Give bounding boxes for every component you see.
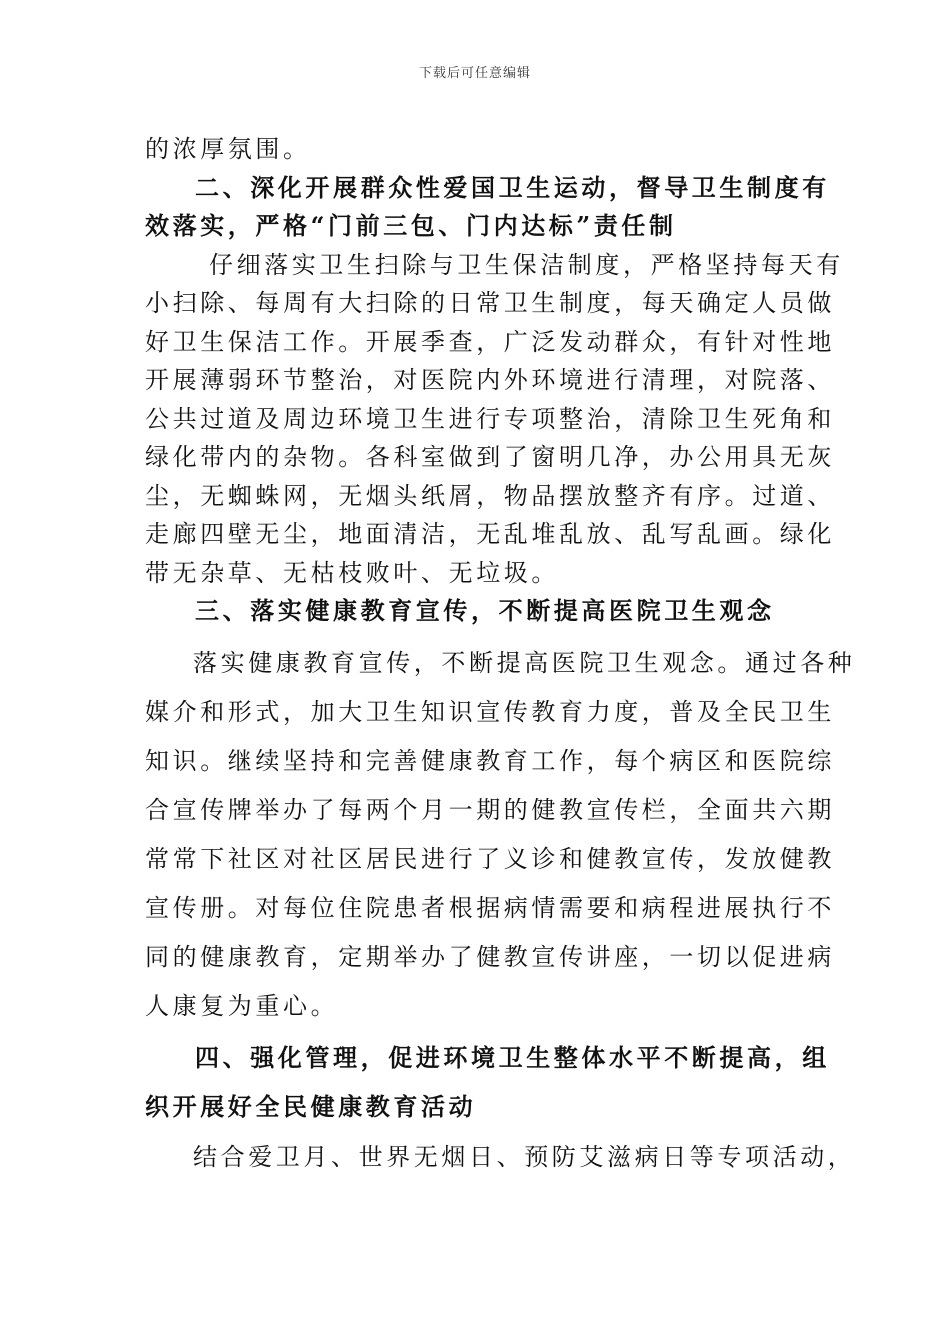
text-line: 带无杂草、无枯枝败叶、无垃圾。 xyxy=(145,558,559,587)
section-heading-2 xyxy=(145,169,830,246)
section-paragraph-3 xyxy=(145,639,856,1031)
text-line: 常常下社区对社区居民进行了义诊和健教宣传，发放健教 xyxy=(145,844,835,873)
heading-line: 二、深化开展群众性爱国卫生运动，督导卫生制度有 xyxy=(195,172,830,202)
text-line: 同的健康教育，定期举办了健教宣传讲座，一切以促进病 xyxy=(145,942,835,971)
heading-line: 四、强化管理，促进环境卫生整体水平不断提高，组 xyxy=(195,1042,830,1072)
text-line: 落实健康教育宣传，不断提高医院卫生观念。通过各种 xyxy=(193,648,856,677)
text-line: 结合爱卫月、世界无烟日、预防艾滋病日等专项活动， xyxy=(193,1142,856,1171)
text-line: 宣传册。对每位住院患者根据病情需要和病程进展执行不 xyxy=(145,893,835,922)
text-line: 好卫生保洁工作。开展季查，广泛发动群众，有针对性地 xyxy=(145,327,835,356)
section-paragraph-4 xyxy=(145,1133,856,1182)
text-line: 尘，无蜘蛛网，无烟头纸屑，物品摆放整齐有序。过道、 xyxy=(145,481,835,510)
section-heading-4 xyxy=(145,1033,830,1131)
text-line: 的浓厚氛围。 xyxy=(145,135,311,163)
text-line: 小扫除、每周有大扫除的日常卫生制度，每天确定人员做 xyxy=(145,289,835,317)
text-line: 人康复为重心。 xyxy=(145,991,339,1020)
text-line: 仔细落实卫生扫除与卫生保洁制度，严格坚持每天有 xyxy=(209,250,844,279)
heading-line: 效落实，严格“门前三包、门内达标”责任制 xyxy=(145,211,677,240)
text-line: 合宣传牌举办了每两个月一期的健教宣传栏，全面共六期 xyxy=(145,795,835,824)
text-line: 公共过道及周边环境卫生进行专项整治，清除卫生死角和 xyxy=(145,404,835,433)
heading-line: 三、落实健康教育宣传，不断提高医院卫生观念 xyxy=(195,596,775,625)
text-line: 走廊四壁无尘，地面清洁，无乱堆乱放、乱写乱画。绿化 xyxy=(145,520,835,548)
text-line: 媒介和形式，加大卫生知识宣传教育力度，普及全民卫生 xyxy=(145,697,835,726)
section-paragraph-2 xyxy=(145,246,844,593)
text-line: 绿化带内的杂物。各科室做到了窗明几净，办公用具无灰 xyxy=(145,443,835,471)
section-heading-3 xyxy=(145,592,810,631)
text-line: 知识。继续坚持和完善健康教育工作，每个病区和医院综 xyxy=(145,746,835,775)
document-body xyxy=(145,130,856,1182)
page-header-note: 下载后可任意编辑 xyxy=(418,66,531,81)
heading-line: 织开展好全民健康教育活动 xyxy=(145,1091,477,1121)
text-line: 开展薄弱环节整治，对医院内外环境进行清理，对院落、 xyxy=(145,366,835,394)
intro-paragraph xyxy=(145,130,810,169)
